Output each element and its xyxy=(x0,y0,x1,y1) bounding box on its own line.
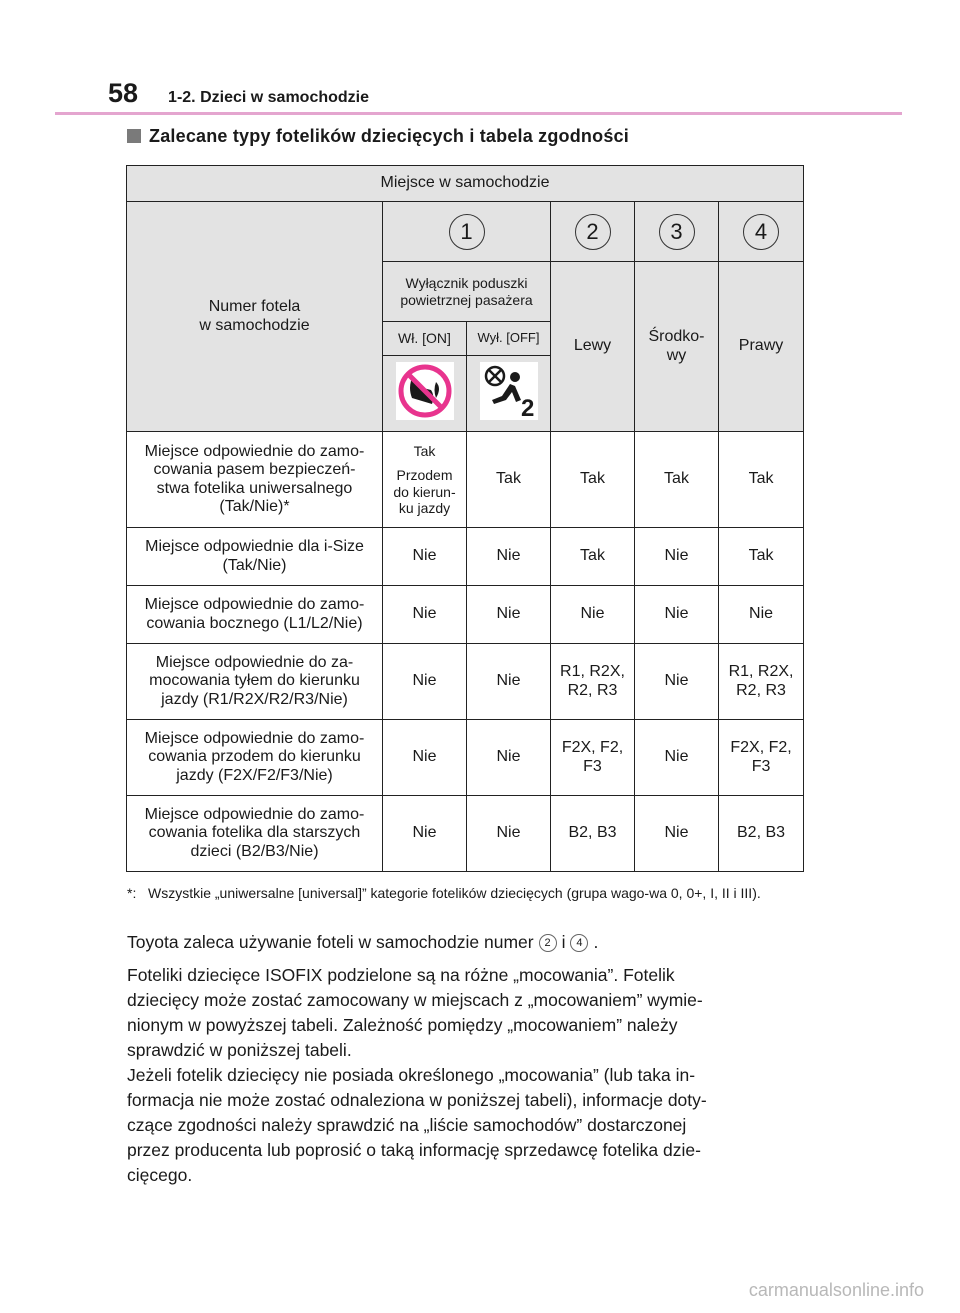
row-label: Miejsce odpowiednie do za- mocowania tyłem do kierunku jazdy (R1/R2X/R2/R3/Nie) xyxy=(127,644,383,720)
row-value-cell: Nie xyxy=(467,528,551,586)
row-value-cell: Nie xyxy=(635,528,719,586)
row-label: Miejsce odpowiednie do zamo- cowania przodem do kierunku jazdy (F2X/F2/F3/Nie) xyxy=(127,720,383,796)
table-row xyxy=(127,796,804,872)
seat-number-3-cell xyxy=(635,202,719,262)
row-value-cell: Nie xyxy=(467,720,551,796)
seat-3-number: 3 xyxy=(659,214,695,250)
seat-number-1-cell xyxy=(383,202,551,262)
airbag-off-icon xyxy=(480,362,538,420)
fixing-rows xyxy=(127,528,804,872)
row-value-cell: Nie xyxy=(467,796,551,872)
row-value-cell: Nie xyxy=(383,586,467,644)
row-value-cell: F2X, F2, F3 xyxy=(719,720,804,796)
page-number: 58 xyxy=(108,78,139,108)
position-left: Lewy xyxy=(551,262,635,432)
airbag-off-icon-cell xyxy=(467,356,551,432)
subheading xyxy=(127,126,629,147)
airbag-on-label: Wł. [ON] xyxy=(383,322,467,356)
header-divider xyxy=(55,112,902,115)
table-row xyxy=(127,586,804,644)
universal-off-cell: Tak xyxy=(467,432,551,528)
seat-number-4-cell xyxy=(719,202,804,262)
row-value-cell: Nie xyxy=(467,586,551,644)
universal-on-cell: Tak Przodem do kierun- ku jazdy xyxy=(383,432,467,528)
position-right: Prawy xyxy=(719,262,804,432)
row-value-cell: Nie xyxy=(551,586,635,644)
row-value-cell: Nie xyxy=(719,586,804,644)
row-value-cell: R1, R2X, R2, R3 xyxy=(719,644,804,720)
row-value-cell: Tak xyxy=(719,528,804,586)
seat-number-2-cell xyxy=(551,202,635,262)
row-value-cell: Nie xyxy=(635,796,719,872)
square-bullet-icon xyxy=(127,129,141,143)
table-row xyxy=(127,528,804,586)
table-top-header: Miejsce w samochodzie xyxy=(127,166,804,202)
seat-number-label: Numer fotela w samochodzie xyxy=(127,202,383,432)
compatibility-table xyxy=(126,165,804,872)
row-value-cell: Nie xyxy=(383,796,467,872)
row-value-cell: F2X, F2, F3 xyxy=(551,720,635,796)
seat-2-ref-icon: 2 xyxy=(539,934,557,952)
table-row xyxy=(127,720,804,796)
universal-row-label: Miejsce odpowiednie do zamo- cowania pasem bezpieczeń- stwa fotelika uniwersalnego (Tak/Nie)* xyxy=(127,432,383,528)
universal-left-cell: Tak xyxy=(551,432,635,528)
row-value-cell: Tak xyxy=(551,528,635,586)
section-title: 1-2. Dzieci w samochodzie xyxy=(168,89,369,106)
footnote-text: Wszystkie „uniwersalne [universal]” kategorie fotelików dziecięcych (grupa wago-wa 0, 0+, I, II i III). xyxy=(148,885,761,901)
row-label: Miejsce odpowiednie do zamo- cowania bocznego (L1/L2/Nie) xyxy=(127,586,383,644)
row-label: Miejsce odpowiednie do zamo- cowania fotelika dla starszych dzieci (B2/B3/Nie) xyxy=(127,796,383,872)
row-value-cell: Nie xyxy=(635,720,719,796)
airbag-off-label: Wył. [OFF] xyxy=(467,322,551,356)
subheading-text: Zalecane typy fotelików dziecięcych i tabela zgodności xyxy=(149,126,629,146)
footnote xyxy=(127,883,807,903)
row-value-cell: B2, B3 xyxy=(551,796,635,872)
row-value-cell: B2, B3 xyxy=(719,796,804,872)
svg-text:2: 2 xyxy=(520,394,534,420)
row-value-cell: Nie xyxy=(383,720,467,796)
airbag-on-icon-cell xyxy=(383,356,467,432)
airbag-switch-label: Wyłącznik poduszki powietrznej pasażera xyxy=(383,262,551,322)
row-value-cell: Nie xyxy=(635,586,719,644)
row-label: Miejsce odpowiednie dla i-Size (Tak/Nie) xyxy=(127,528,383,586)
row-value-cell: Nie xyxy=(467,644,551,720)
watermark: carmanualsonline.info xyxy=(748,1280,924,1300)
page-header xyxy=(108,78,369,109)
footnote-mark: *: xyxy=(127,885,137,901)
universal-center-cell: Tak xyxy=(635,432,719,528)
row-value-cell: R1, R2X, R2, R3 xyxy=(551,644,635,720)
row-value-cell: Nie xyxy=(383,644,467,720)
table-row xyxy=(127,644,804,720)
row-value-cell: Nie xyxy=(383,528,467,586)
universal-right-cell: Tak xyxy=(719,432,804,528)
airbag-on-no-rear-facing-icon xyxy=(396,362,454,420)
seat-4-number: 4 xyxy=(743,214,779,250)
seat-2-number: 2 xyxy=(575,214,611,250)
seat-4-ref-icon: 4 xyxy=(570,934,588,952)
row-value-cell: Nie xyxy=(635,644,719,720)
seat-1-number: 1 xyxy=(449,214,485,250)
position-center: Środko- wy xyxy=(635,262,719,432)
isofix-paragraph: Foteliki dziecięce ISOFIX podzielone są na różne „mocowania”. Fotelik dziecięcy może zostać zamocowany w miejscach z „mocowaniem” wymie- nionym w powyższej tabeli. Zależność pomiędzy „mocowaniem” należy sprawdzić w poniższej tabeli. Jeżeli fotelik dziecięcy nie posiada określonego „mocowania” (lub taka in- formacja nie może zostać odnaleziona w poniższej tabeli), informacje doty- czące zgodności należy sprawdzić na „liście samochodów” dostarczonej przez producenta lub poprosić o taką informację sprzedawcę fotelika dzie- cięcego. xyxy=(127,965,707,1185)
recommendation-paragraph: Toyota zaleca używanie foteli w samochodzie numer 2 i 4 . xyxy=(127,932,599,952)
